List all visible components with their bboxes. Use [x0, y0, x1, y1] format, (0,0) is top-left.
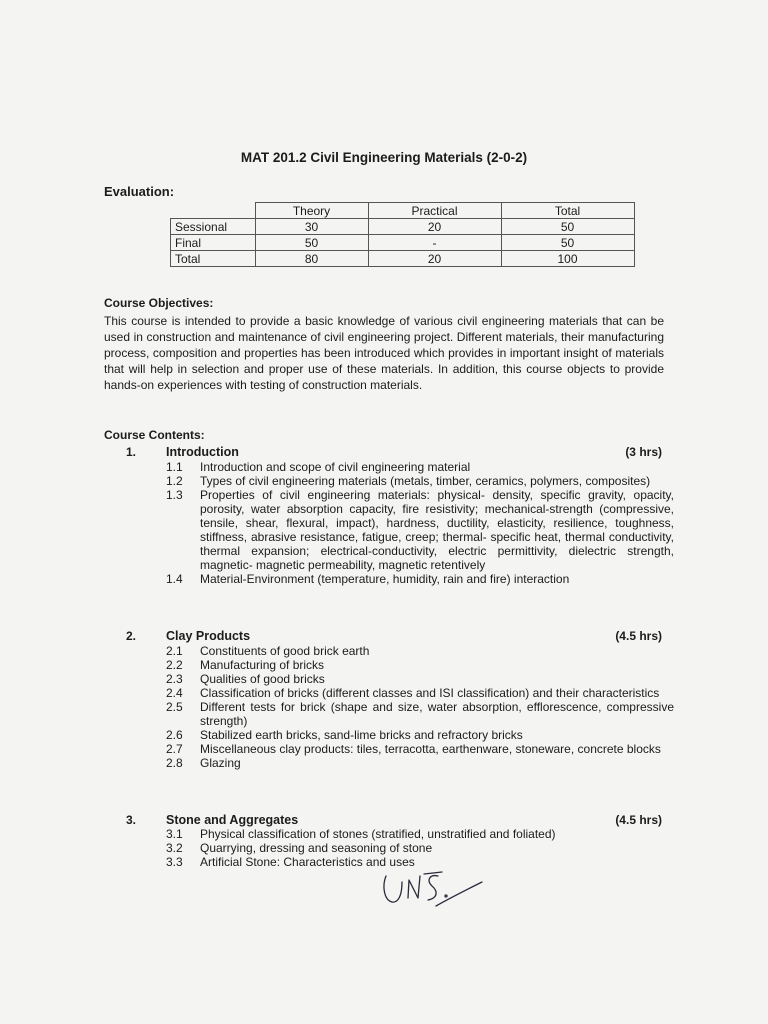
- table-row: [171, 251, 635, 267]
- item-text: Types of civil engineering materials (metals, timber, ceramics, polymers, composites): [200, 474, 651, 488]
- table-header-row: [171, 203, 635, 219]
- list-item: [166, 827, 674, 841]
- list-item: [166, 700, 674, 728]
- item-number: 1.1: [166, 460, 183, 474]
- table-corner: [171, 203, 256, 219]
- table-cell: 30: [255, 219, 368, 235]
- item-number: 2.1: [166, 644, 183, 658]
- table-header-cell: Practical: [368, 203, 501, 219]
- objectives-heading: Course Objectives:: [104, 296, 214, 310]
- item-text: Different tests for brick (shape and size, water absorption, efflorescence, compressive strength): [200, 700, 674, 728]
- table-row-label: Total: [171, 251, 256, 267]
- item-number: 2.2: [166, 658, 183, 672]
- table-row: [171, 235, 635, 251]
- item-number: 1.3: [166, 488, 183, 502]
- section-number: 2.: [126, 629, 137, 643]
- item-number: 3.2: [166, 841, 183, 855]
- item-text: Constituents of good brick earth: [200, 644, 370, 658]
- item-text: Material-Environment (temperature, humidity, rain and fire) interaction: [200, 572, 570, 586]
- section-items: [166, 460, 674, 586]
- item-text: Qualities of good bricks: [200, 672, 325, 686]
- list-item: [166, 728, 674, 742]
- item-text: Miscellaneous clay products: tiles, terracotta, earthenware, stoneware, concrete blocks: [200, 742, 661, 756]
- table-cell: 50: [501, 235, 634, 251]
- section-number: 3.: [126, 813, 137, 827]
- item-text: Glazing: [200, 756, 241, 770]
- item-text: Properties of civil engineering materials: physical- density, specific gravity, opacity, porosity, water absorption capacity, fire resistivity; mechanical-strength (compressive, tensile, shear, flexural, impact), hardness, ductility, elasticity, resilience, toughness, stiffness, abrasive resistance, fatigue, creep; thermal- specific heat, thermal conductivity, thermal expansion; electrical-conductivity, electric permittivity, dielectric strength, magnetic- magnetic permeability, magnetic retentively: [200, 488, 674, 572]
- list-item: [166, 841, 674, 855]
- list-item: [166, 474, 674, 488]
- item-text: Introduction and scope of civil engineering material: [200, 460, 471, 474]
- item-text: Classification of bricks (different classes and ISI classification) and their characteristics: [200, 686, 660, 700]
- table-cell: -: [368, 235, 501, 251]
- course-title: MAT 201.2 Civil Engineering Materials (2-0-2): [240, 150, 528, 165]
- item-number: 3.3: [166, 855, 183, 869]
- section-hours: (4.5 hrs): [615, 629, 662, 643]
- item-number: 2.7: [166, 742, 183, 756]
- section-hours: (3 hrs): [625, 445, 662, 459]
- list-item: [166, 672, 674, 686]
- table-row-label: Sessional: [171, 219, 256, 235]
- section-hours: (4.5 hrs): [615, 813, 662, 827]
- item-number: 2.6: [166, 728, 183, 742]
- table-cell: 100: [501, 251, 634, 267]
- section-number: 1.: [126, 445, 137, 459]
- table-cell: 50: [501, 219, 634, 235]
- section-items: [166, 644, 674, 770]
- item-number: 2.3: [166, 672, 183, 686]
- item-number: 2.4: [166, 686, 183, 700]
- item-text: Manufacturing of bricks: [200, 658, 325, 672]
- table-header-cell: Theory: [255, 203, 368, 219]
- evaluation-label: Evaluation:: [104, 184, 175, 199]
- handwritten-signature: [378, 858, 488, 918]
- evaluation-table: [170, 202, 635, 267]
- item-text: Quarrying, dressing and seasoning of stone: [200, 841, 433, 855]
- list-item: [166, 460, 674, 474]
- list-item: [166, 742, 674, 756]
- item-number: 3.1: [166, 827, 183, 841]
- table-cell: 80: [255, 251, 368, 267]
- item-number: 2.8: [166, 756, 183, 770]
- contents-heading: Course Contents:: [104, 428, 205, 442]
- item-text: Physical classification of stones (stratified, unstratified and foliated): [200, 827, 556, 841]
- objectives-paragraph: This course is intended to provide a basic knowledge of various civil engineering materials that can be used in construction and maintenance of civil engineering project. Different materials, their manufacturing process, composition and properties has been introduced which provides in important insight of materials that will help in selection and proper use of these materials. In addition, this course objects to provide hands-on experiences with testing of construction materials.: [104, 314, 664, 392]
- list-item: [166, 658, 674, 672]
- table-cell: 50: [255, 235, 368, 251]
- section-title: Clay Products: [166, 629, 251, 643]
- item-text: Stabilized earth bricks, sand-lime bricks and refractory bricks: [200, 728, 523, 742]
- list-item: [166, 644, 674, 658]
- table-cell: 20: [368, 219, 501, 235]
- table-row: [171, 219, 635, 235]
- section-title: Introduction: [166, 445, 239, 459]
- table-header-cell: Total: [501, 203, 634, 219]
- item-number: 1.2: [166, 474, 183, 488]
- table-row-label: Final: [171, 235, 256, 251]
- list-item: [166, 488, 674, 572]
- list-item: [166, 572, 674, 586]
- table-cell: 20: [368, 251, 501, 267]
- list-item: [166, 756, 674, 770]
- list-item: [166, 686, 674, 700]
- item-text: Artificial Stone: Characteristics and uses: [200, 855, 415, 869]
- item-number: 1.4: [166, 572, 183, 586]
- section-title: Stone and Aggregates: [166, 813, 299, 827]
- item-number: 2.5: [166, 700, 183, 714]
